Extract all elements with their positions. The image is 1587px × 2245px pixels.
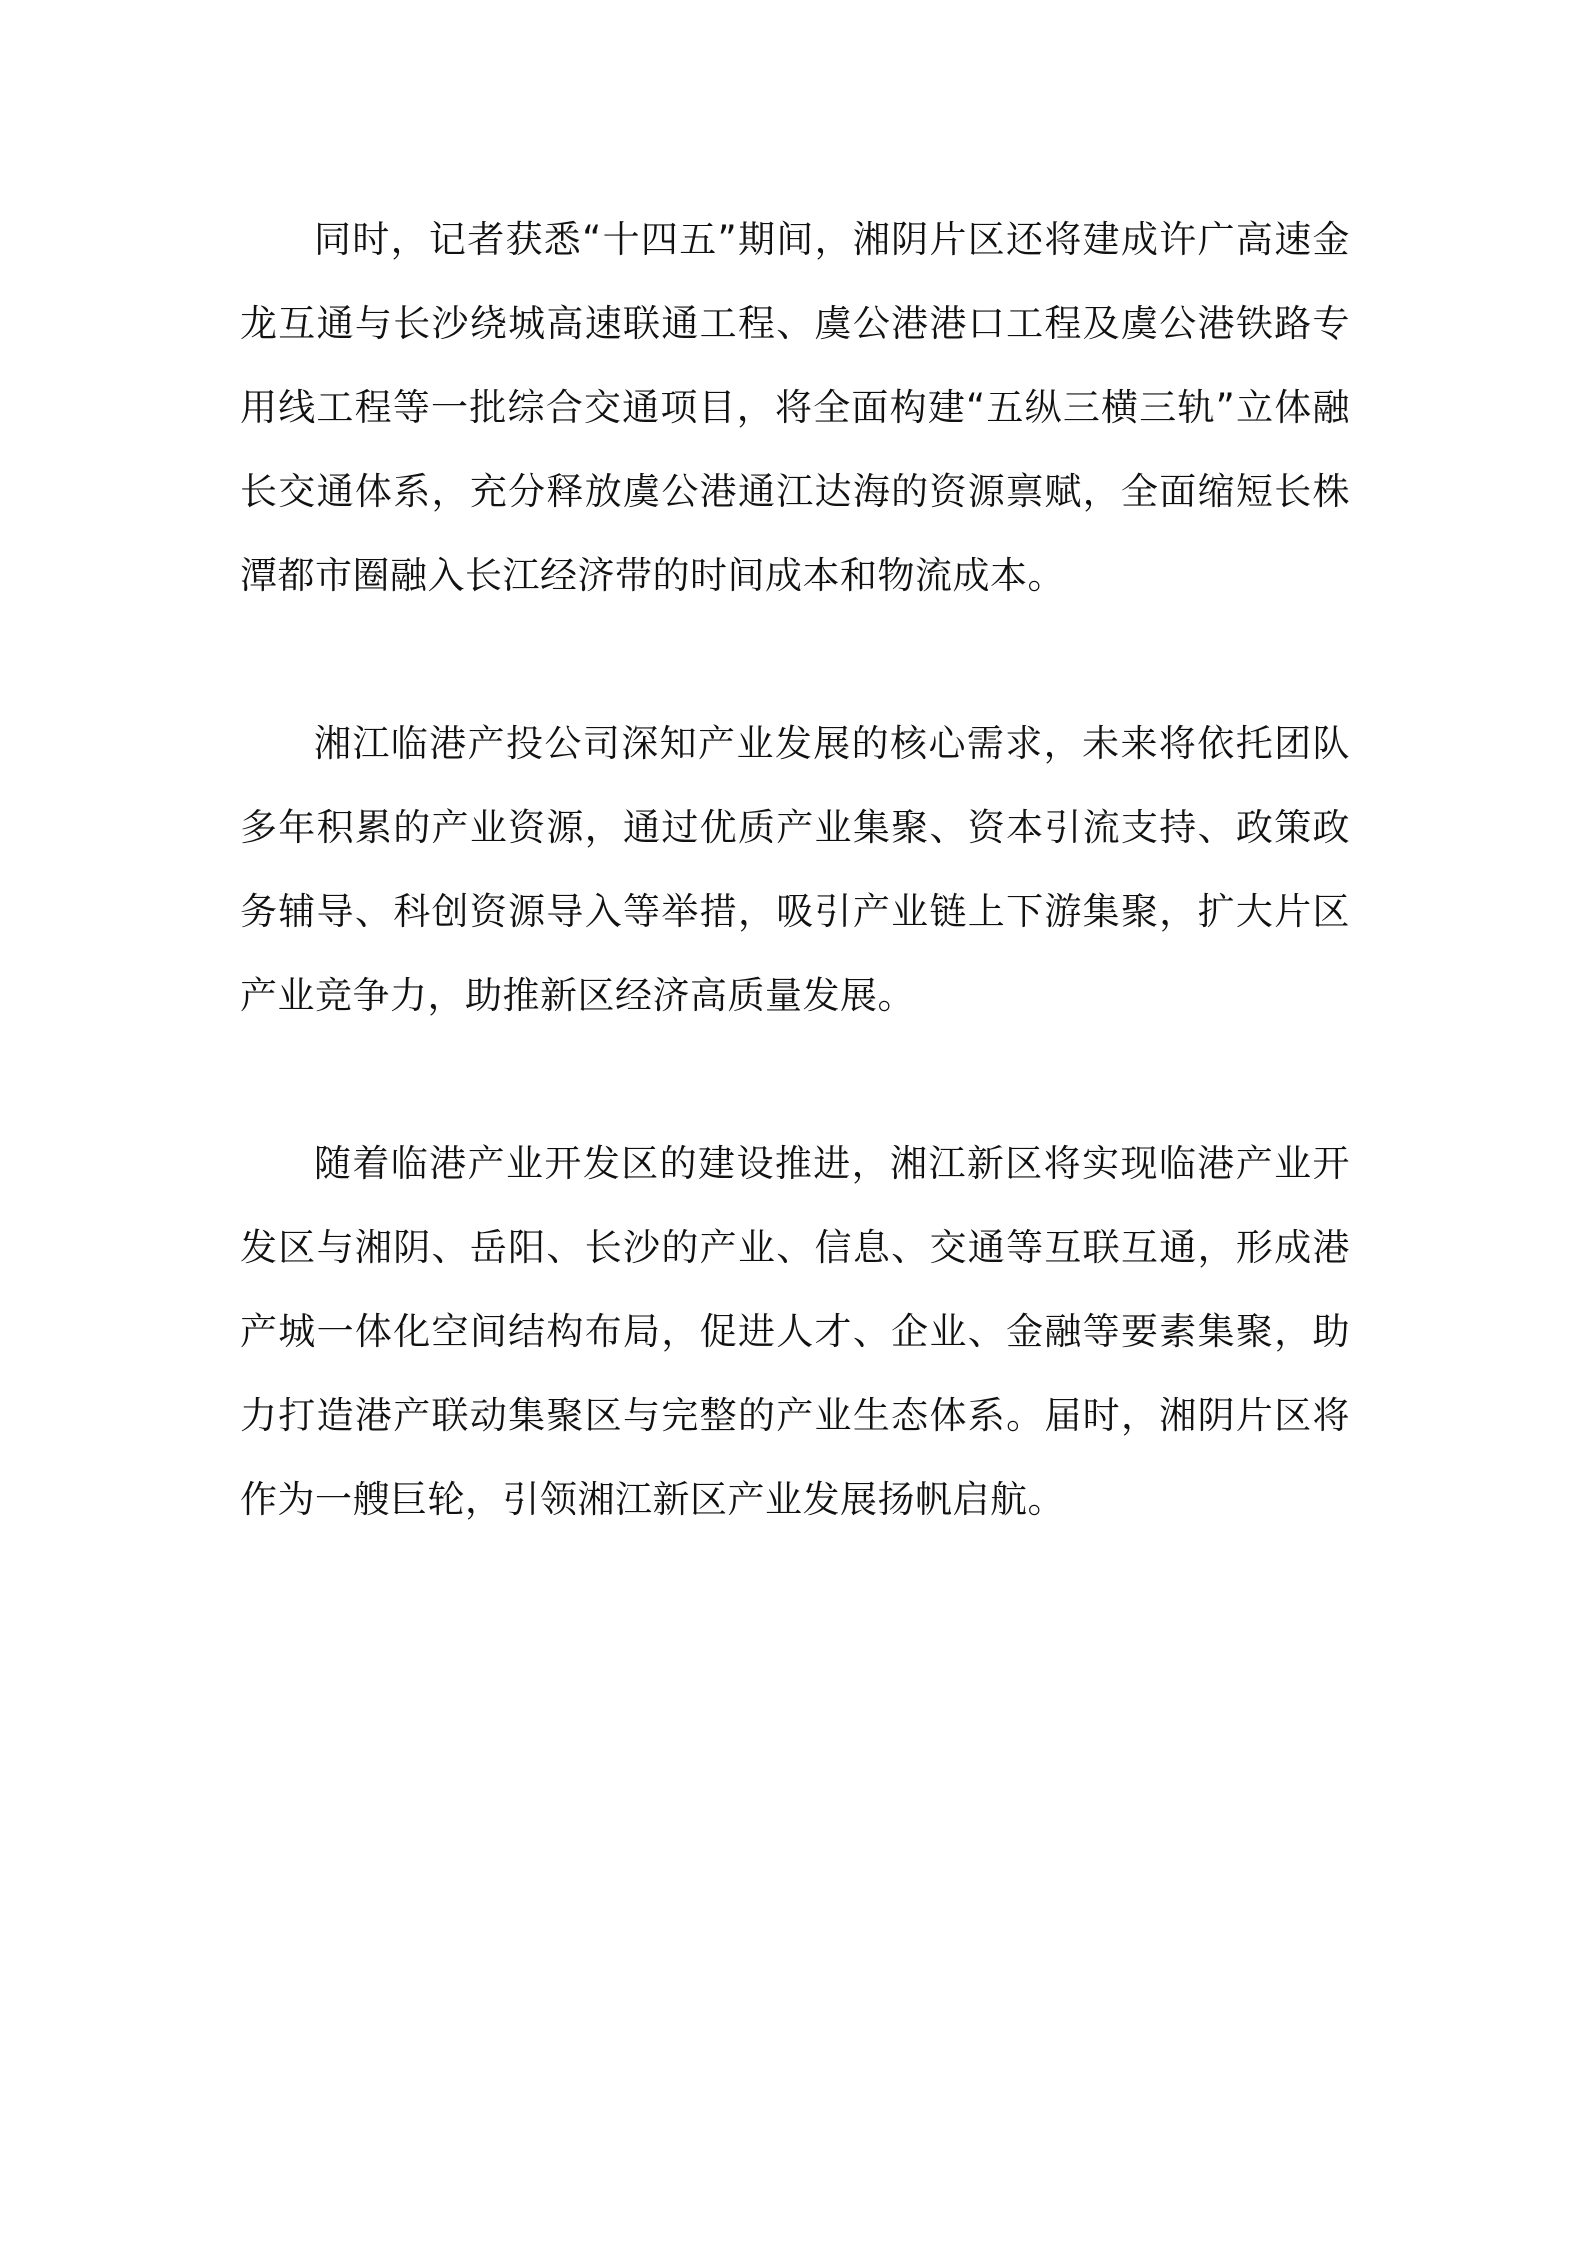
paragraph-port-development: 随着临港产业开发区的建设推进，湘江新区将实现临港产业开发区与湘阴、岳阳、长沙的产业、信息、交通等互联互通，形成港产城一体化空间结构布局，促进人才、企业、金融等要素集聚，助力打造港产联动集聚区与完整的产业生态体系。届时，湘阴片区将作为一艘巨轮，引领湘江新区产业发展扬帆启航。 (240, 1142, 1350, 1521)
paragraph-industry-investment: 湘江临港产投公司深知产业发展的核心需求，未来将依托团队多年积累的产业资源，通过优质产业集聚、资本引流支持、政策政务辅导、科创资源导入等举措，吸引产业链上下游集聚，扩大片区产业竞争力，助推新区经济高质量发展。 (240, 722, 1350, 1017)
paragraph-transport-projects: 同时，记者获悉“十四五”期间，湘阴片区还将建成许广高速金龙互通与长沙绕城高速联通工程、虞公港港口工程及虞公港铁路专用线工程等一批综合交通项目，将全面构建“五纵三横三轨”立体融长交通体系，充分释放虞公港通江达海的资源禀赋，全面缩短长株潭都市圈融入长江经济带的时间成本和物流成本。 (240, 218, 1350, 597)
document-body (240, 198, 1350, 1542)
